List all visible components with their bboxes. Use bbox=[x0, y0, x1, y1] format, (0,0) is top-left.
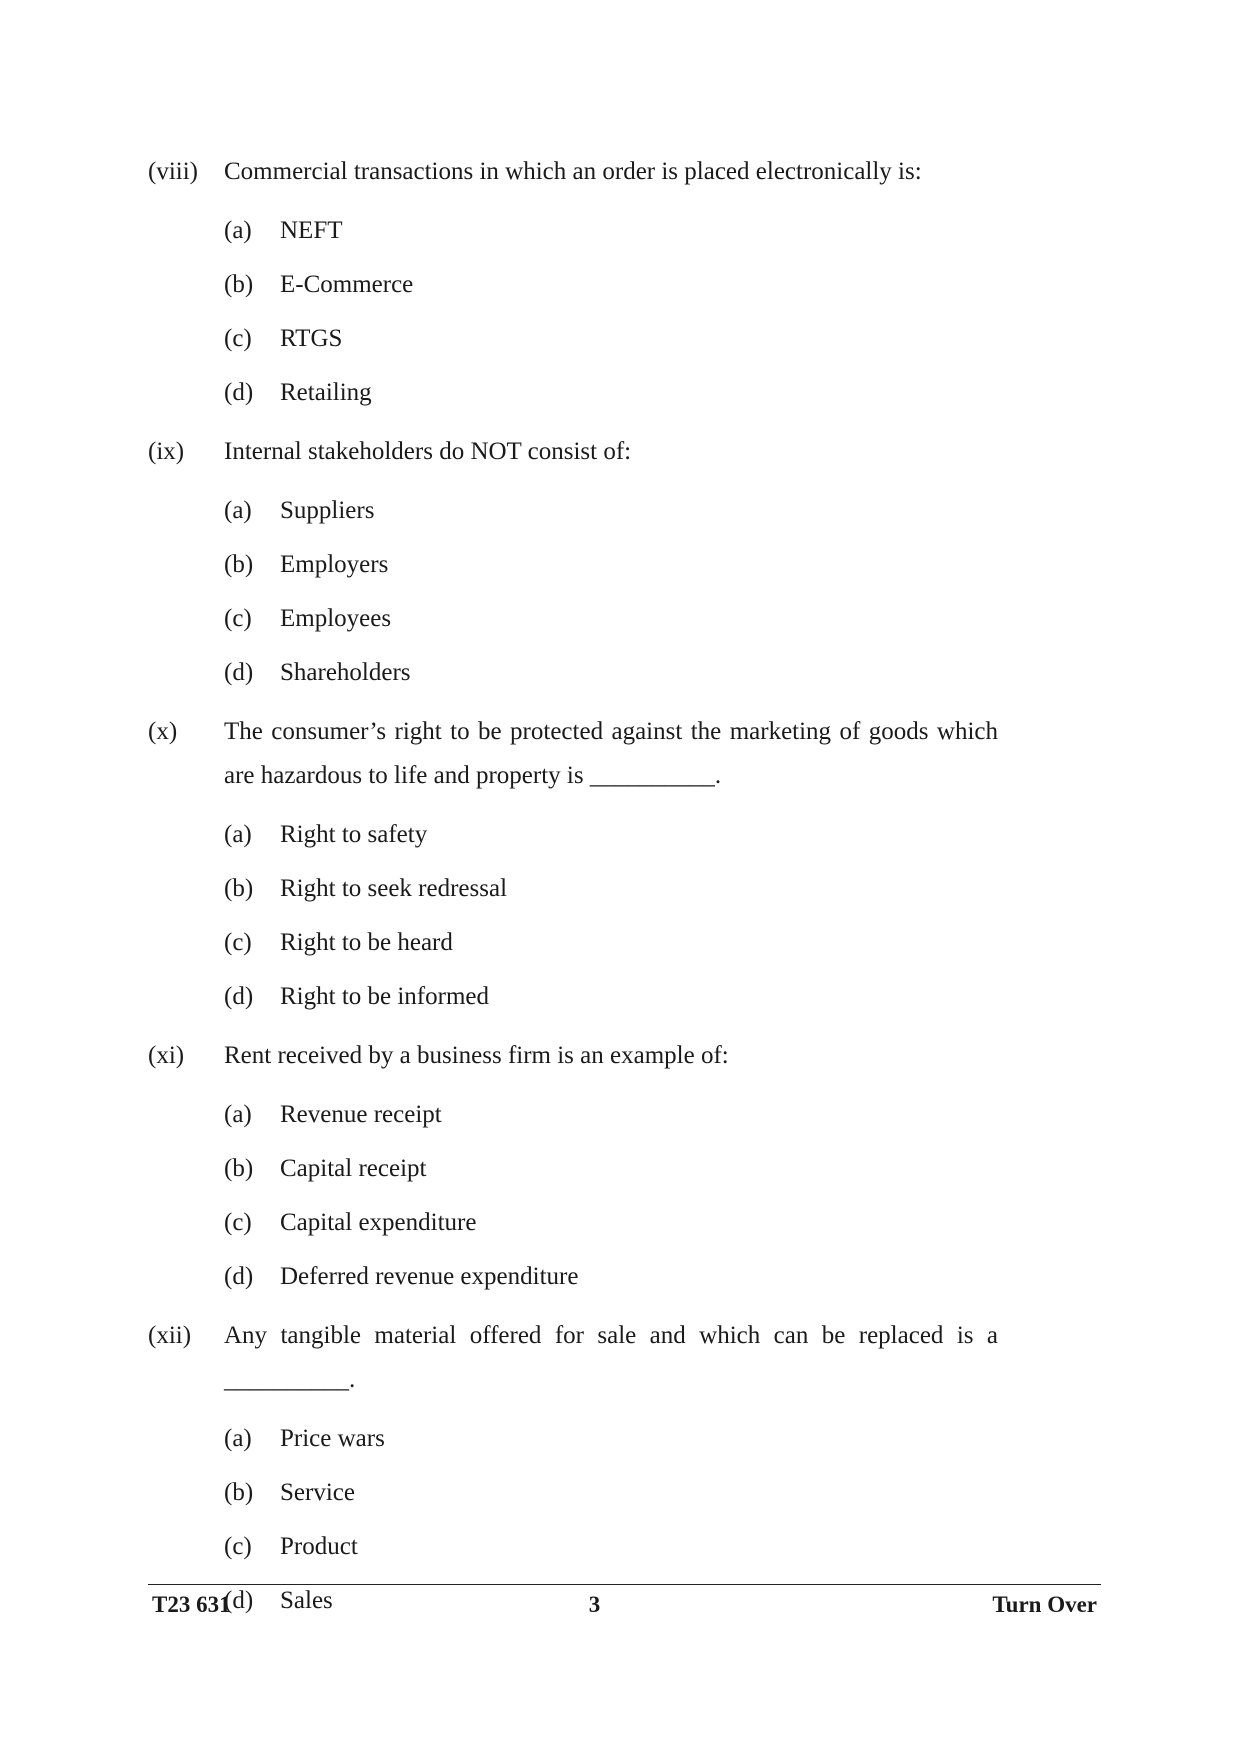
question-header bbox=[148, 710, 998, 798]
option-text: Retailing bbox=[280, 379, 372, 406]
question-list bbox=[148, 150, 998, 1638]
question-header bbox=[148, 150, 998, 194]
question-xii bbox=[148, 1314, 998, 1628]
option-letter: (c) bbox=[224, 1209, 252, 1236]
question-text-line: Any tangible material offered for sale and which can be replaced is a bbox=[224, 1322, 998, 1349]
question-text-line: Commercial transactions in which an order is placed electronically is: bbox=[224, 158, 922, 185]
option-letter: (d) bbox=[224, 983, 254, 1010]
question-number: (x) bbox=[148, 718, 178, 745]
option-letter: (c) bbox=[224, 1533, 252, 1560]
question-number: (ix) bbox=[148, 438, 185, 465]
question-header bbox=[148, 1034, 998, 1078]
option-text: Sales bbox=[280, 1587, 333, 1614]
option-text: Shareholders bbox=[280, 659, 411, 686]
option-text: Revenue receipt bbox=[280, 1101, 442, 1128]
option-a bbox=[224, 808, 998, 862]
option-c bbox=[224, 1520, 998, 1574]
turn-over-label: Turn Over bbox=[992, 1592, 1097, 1617]
question-header bbox=[148, 430, 998, 474]
option-b bbox=[224, 258, 998, 312]
question-x bbox=[148, 710, 998, 1024]
question-text bbox=[224, 1034, 998, 1078]
option-text: Employees bbox=[280, 605, 392, 632]
option-text: Right to be heard bbox=[280, 929, 453, 956]
option-letter: (d) bbox=[224, 379, 254, 406]
option-text: Right to seek redressal bbox=[280, 875, 508, 902]
option-list bbox=[224, 808, 998, 1024]
question-xi bbox=[148, 1034, 998, 1304]
option-list bbox=[224, 484, 998, 700]
option-d bbox=[224, 646, 998, 700]
option-letter: (a) bbox=[224, 217, 252, 244]
question-number: (xii) bbox=[148, 1322, 192, 1349]
option-c bbox=[224, 592, 998, 646]
question-header bbox=[148, 1314, 998, 1402]
option-text: Product bbox=[280, 1533, 358, 1560]
option-letter: (d) bbox=[224, 1587, 254, 1614]
option-c bbox=[224, 916, 998, 970]
page-footer bbox=[148, 1584, 1101, 1619]
option-b bbox=[224, 538, 998, 592]
question-text-line: Rent received by a business firm is an example of: bbox=[224, 1042, 729, 1069]
option-text: Employers bbox=[280, 551, 389, 578]
option-d bbox=[224, 366, 998, 420]
option-letter: (b) bbox=[224, 551, 254, 578]
option-c bbox=[224, 312, 998, 366]
question-text-line: __________. bbox=[224, 1366, 356, 1393]
option-letter: (c) bbox=[224, 929, 252, 956]
option-letter: (c) bbox=[224, 325, 252, 352]
option-b bbox=[224, 1466, 998, 1520]
question-number: (viii) bbox=[148, 158, 198, 185]
question-text bbox=[224, 430, 998, 474]
option-letter: (a) bbox=[224, 1101, 252, 1128]
option-list bbox=[224, 204, 998, 420]
option-a bbox=[224, 1412, 998, 1466]
question-number: (xi) bbox=[148, 1042, 185, 1069]
paper-code: T23 631 bbox=[152, 1592, 231, 1617]
option-text: Deferred revenue expenditure bbox=[280, 1263, 579, 1290]
option-letter: (b) bbox=[224, 875, 254, 902]
option-a bbox=[224, 204, 998, 258]
option-b bbox=[224, 1142, 998, 1196]
question-text-line: are hazardous to life and property is __________. bbox=[224, 762, 722, 789]
option-text: E-Commerce bbox=[280, 271, 414, 298]
option-text: Capital expenditure bbox=[280, 1209, 477, 1236]
question-text-line: Internal stakeholders do NOT consist of: bbox=[224, 438, 632, 465]
option-text: Right to be informed bbox=[280, 983, 489, 1010]
option-text: NEFT bbox=[280, 217, 343, 244]
question-text bbox=[224, 150, 998, 194]
option-text: Service bbox=[280, 1479, 355, 1506]
question-text-line: The consumer’s right to be protected against the marketing of goods which bbox=[224, 718, 998, 745]
option-letter: (b) bbox=[224, 271, 254, 298]
option-a bbox=[224, 1088, 998, 1142]
option-d bbox=[224, 970, 998, 1024]
option-letter: (d) bbox=[224, 659, 254, 686]
option-text: Right to safety bbox=[280, 821, 428, 848]
option-text: Capital receipt bbox=[280, 1155, 427, 1182]
question-text bbox=[224, 1314, 998, 1402]
question-ix bbox=[148, 430, 998, 700]
option-letter: (a) bbox=[224, 1425, 252, 1452]
option-letter: (d) bbox=[224, 1263, 254, 1290]
option-text: RTGS bbox=[280, 325, 343, 352]
option-text: Suppliers bbox=[280, 497, 375, 524]
option-letter: (a) bbox=[224, 497, 252, 524]
question-viii bbox=[148, 150, 998, 420]
option-letter: (b) bbox=[224, 1155, 254, 1182]
option-letter: (a) bbox=[224, 821, 252, 848]
option-list bbox=[224, 1088, 998, 1304]
question-text bbox=[224, 710, 998, 798]
option-c bbox=[224, 1196, 998, 1250]
option-text: Price wars bbox=[280, 1425, 385, 1452]
option-letter: (c) bbox=[224, 605, 252, 632]
option-letter: (b) bbox=[224, 1479, 254, 1506]
option-b bbox=[224, 862, 998, 916]
page-number: 3 bbox=[588, 1592, 601, 1617]
option-a bbox=[224, 484, 998, 538]
option-d bbox=[224, 1250, 998, 1304]
